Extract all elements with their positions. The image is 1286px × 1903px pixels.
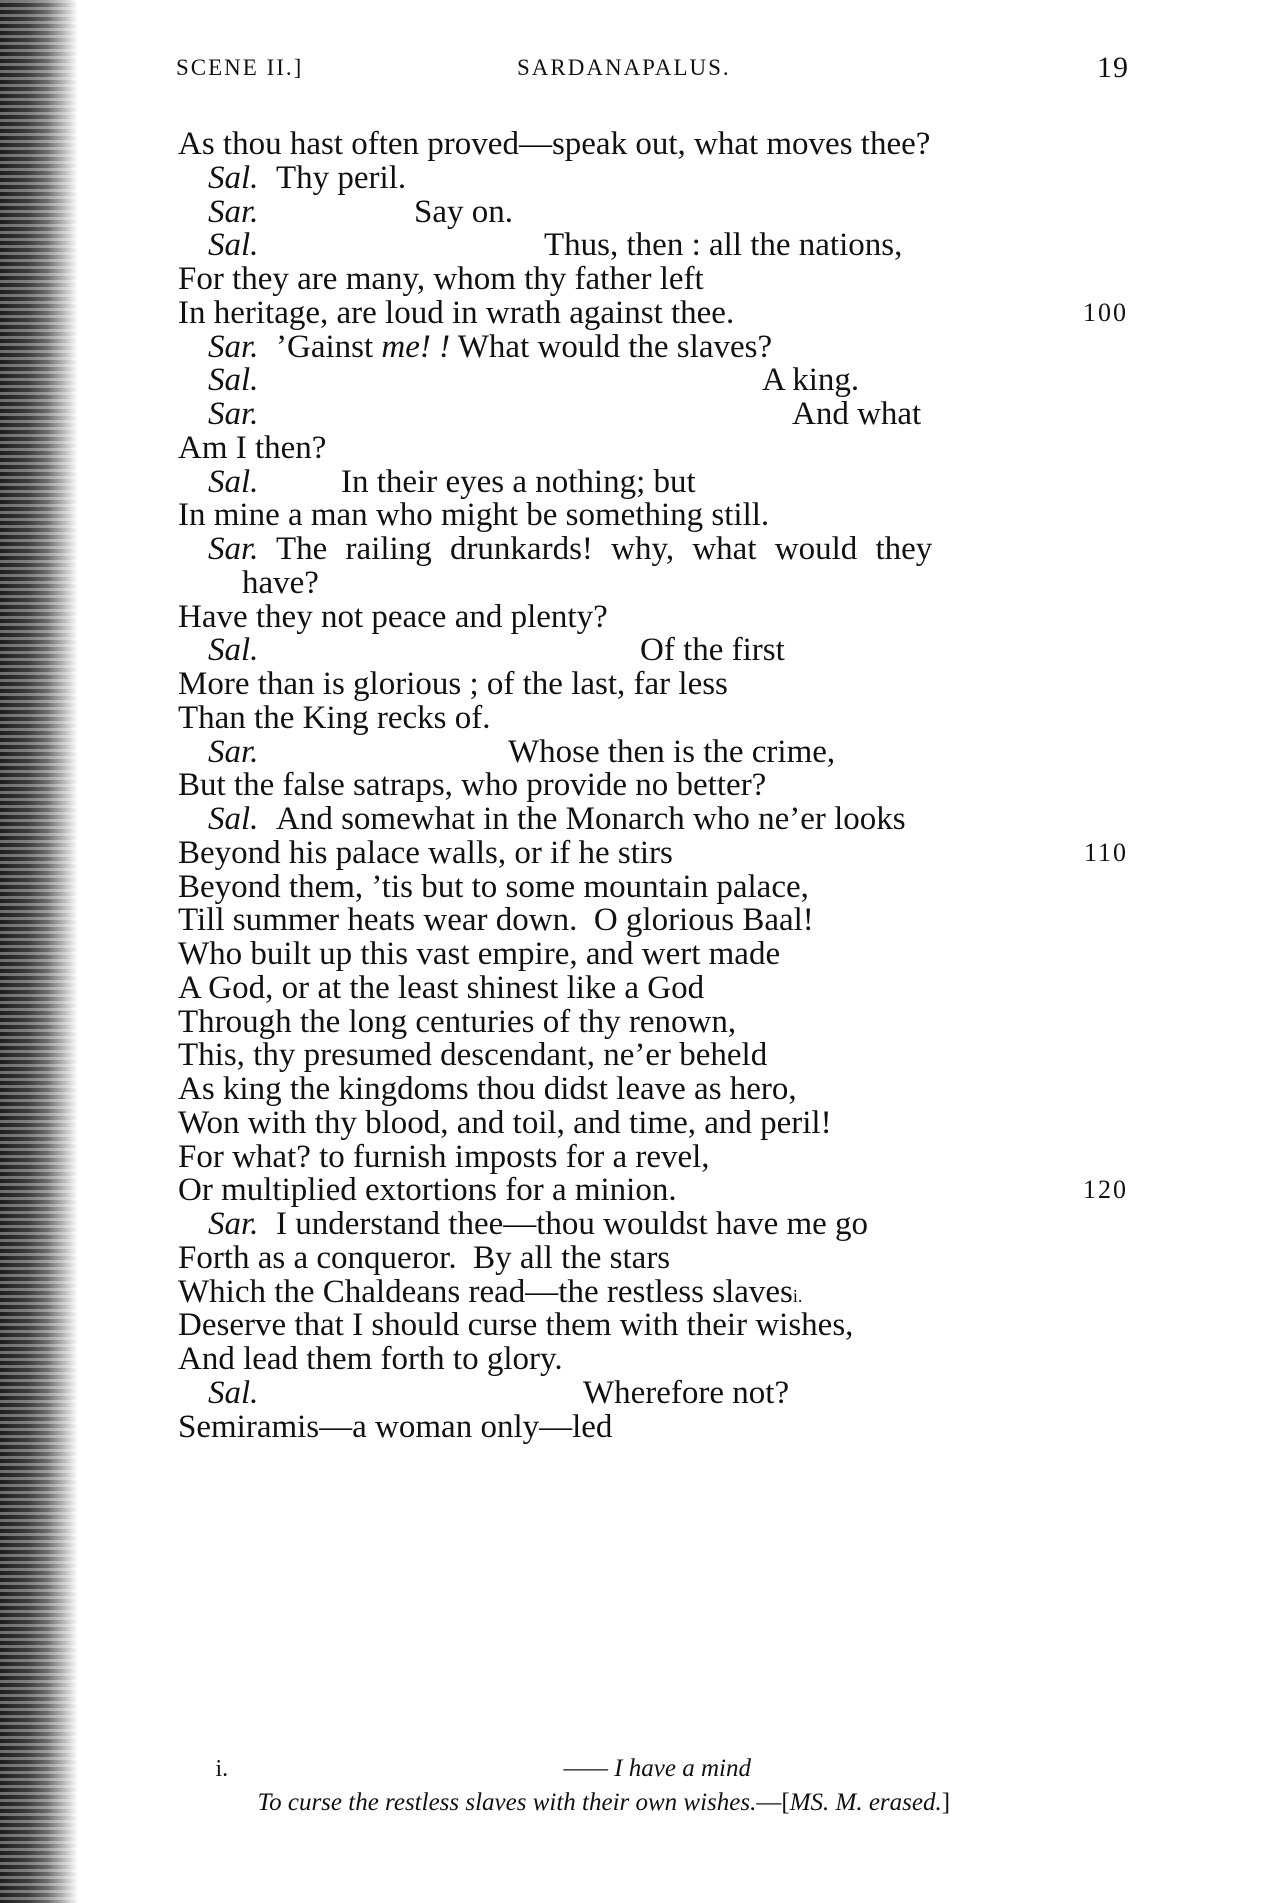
- line-text: The railing drunkards! why, what would they: [276, 531, 933, 567]
- line-text: For they are many, whom thy father left: [178, 261, 704, 297]
- running-title: SARDANAPALUS.: [517, 55, 731, 80]
- speaker-label: Sar.: [208, 329, 259, 365]
- line-text: As king the kingdoms thou didst leave as hero,: [178, 1071, 797, 1107]
- footnote-quote: To curse the restless slaves with their own wishes.: [257, 1789, 757, 1816]
- line-text: And somewhat in the Monarch who ne’er looks: [276, 801, 906, 837]
- speaker-label: Sal.: [208, 362, 259, 398]
- line-text: A king.: [762, 362, 860, 398]
- line-text: Forth as a conqueror. By all the stars: [178, 1240, 671, 1276]
- line-text: Of the first: [640, 632, 785, 668]
- speaker-label: Sal.: [208, 227, 259, 263]
- line-text: In their eyes a nothing; but: [341, 464, 696, 500]
- line-text: This, thy presumed descendant, ne’er beheld: [178, 1037, 768, 1073]
- scene-label: SCENE II.]: [176, 55, 304, 80]
- line-text: Won with thy blood, and toil, and time, and peril!: [178, 1105, 832, 1141]
- line-number: 110: [1083, 838, 1128, 867]
- line-text: Wherefore not?: [583, 1375, 790, 1411]
- line-text: Thus, then : all the nations,: [544, 227, 903, 263]
- line-text: Semiramis—a woman only—led: [178, 1409, 613, 1445]
- line-text: Have they not peace and plenty?: [178, 599, 608, 635]
- line-text: Which the Chaldeans read—the restless slavesi.: [178, 1274, 803, 1310]
- footnote-marker: i.: [215, 1756, 229, 1782]
- line-text: Deserve that I should curse them with their wishes,: [178, 1307, 854, 1343]
- line-text: ’Gainst me! ! What would the slaves?: [276, 329, 773, 365]
- line-text: Whose then is the crime,: [508, 734, 836, 770]
- line-text: As thou hast often proved—speak out, what moves thee?: [178, 126, 931, 162]
- speaker-label: Sar.: [208, 531, 259, 567]
- line-number: 120: [1083, 1175, 1128, 1204]
- book-spine-shadow: [0, 0, 78, 1903]
- footnote-line-1: —— I have a mind: [563, 1755, 751, 1782]
- line-text: For what? to furnish imposts for a revel,: [178, 1139, 710, 1175]
- speaker-label: Sar.: [208, 734, 259, 770]
- speaker-label: Sal.: [208, 464, 259, 500]
- page-number: 19: [1097, 51, 1129, 84]
- line-text: Or multiplied extortions for a minion.: [178, 1172, 677, 1208]
- emphasis: me! !: [381, 329, 451, 365]
- line-text: A God, or at the least shinest like a God: [178, 970, 705, 1006]
- speaker-label: Sal.: [208, 1375, 259, 1411]
- speaker-label: Sal.: [208, 632, 259, 668]
- line-text: Beyond them, ’tis but to some mountain palace,: [178, 869, 809, 905]
- line-text: In mine a man who might be something still.: [178, 497, 770, 533]
- footnote-reference: i.: [792, 1286, 803, 1306]
- line-text: Beyond his palace walls, or if he stirs: [178, 835, 673, 871]
- line-text: More than is glorious ; of the last, far less: [178, 666, 728, 702]
- line-text: Till summer heats wear down. O glorious Baal!: [178, 902, 814, 938]
- line-text: have?: [242, 565, 319, 601]
- running-header: [176, 51, 1129, 95]
- line-text: And lead them forth to glory.: [178, 1341, 563, 1377]
- line-text: Say on.: [414, 194, 513, 230]
- footnote-bracket: —[: [756, 1789, 790, 1816]
- line-text: Who built up this vast empire, and wert made: [178, 936, 781, 972]
- speaker-label: Sar.: [208, 194, 259, 230]
- speaker-label: Sal.: [208, 160, 259, 196]
- line-text: Am I then?: [178, 430, 327, 466]
- line-text: In heritage, are loud in wrath against thee.: [178, 295, 735, 331]
- line-number: 100: [1083, 298, 1128, 327]
- line-text: Than the King recks of.: [178, 700, 491, 736]
- line-text: But the false satraps, who provide no better?: [178, 767, 767, 803]
- verse-line: [178, 1407, 1128, 1447]
- line-text: And what: [792, 396, 922, 432]
- line-text: Through the long centuries of thy renown,: [178, 1004, 737, 1040]
- footnote-bracket-close: ]: [941, 1789, 951, 1816]
- line-text: Thy peril.: [276, 160, 407, 196]
- footnote-source: MS. M. erased.: [789, 1789, 942, 1816]
- speaker-label: Sar.: [208, 396, 259, 432]
- speaker-label: Sal.: [208, 801, 259, 837]
- line-text: I understand thee—thou wouldst have me go: [276, 1206, 869, 1242]
- speaker-label: Sar.: [208, 1206, 259, 1242]
